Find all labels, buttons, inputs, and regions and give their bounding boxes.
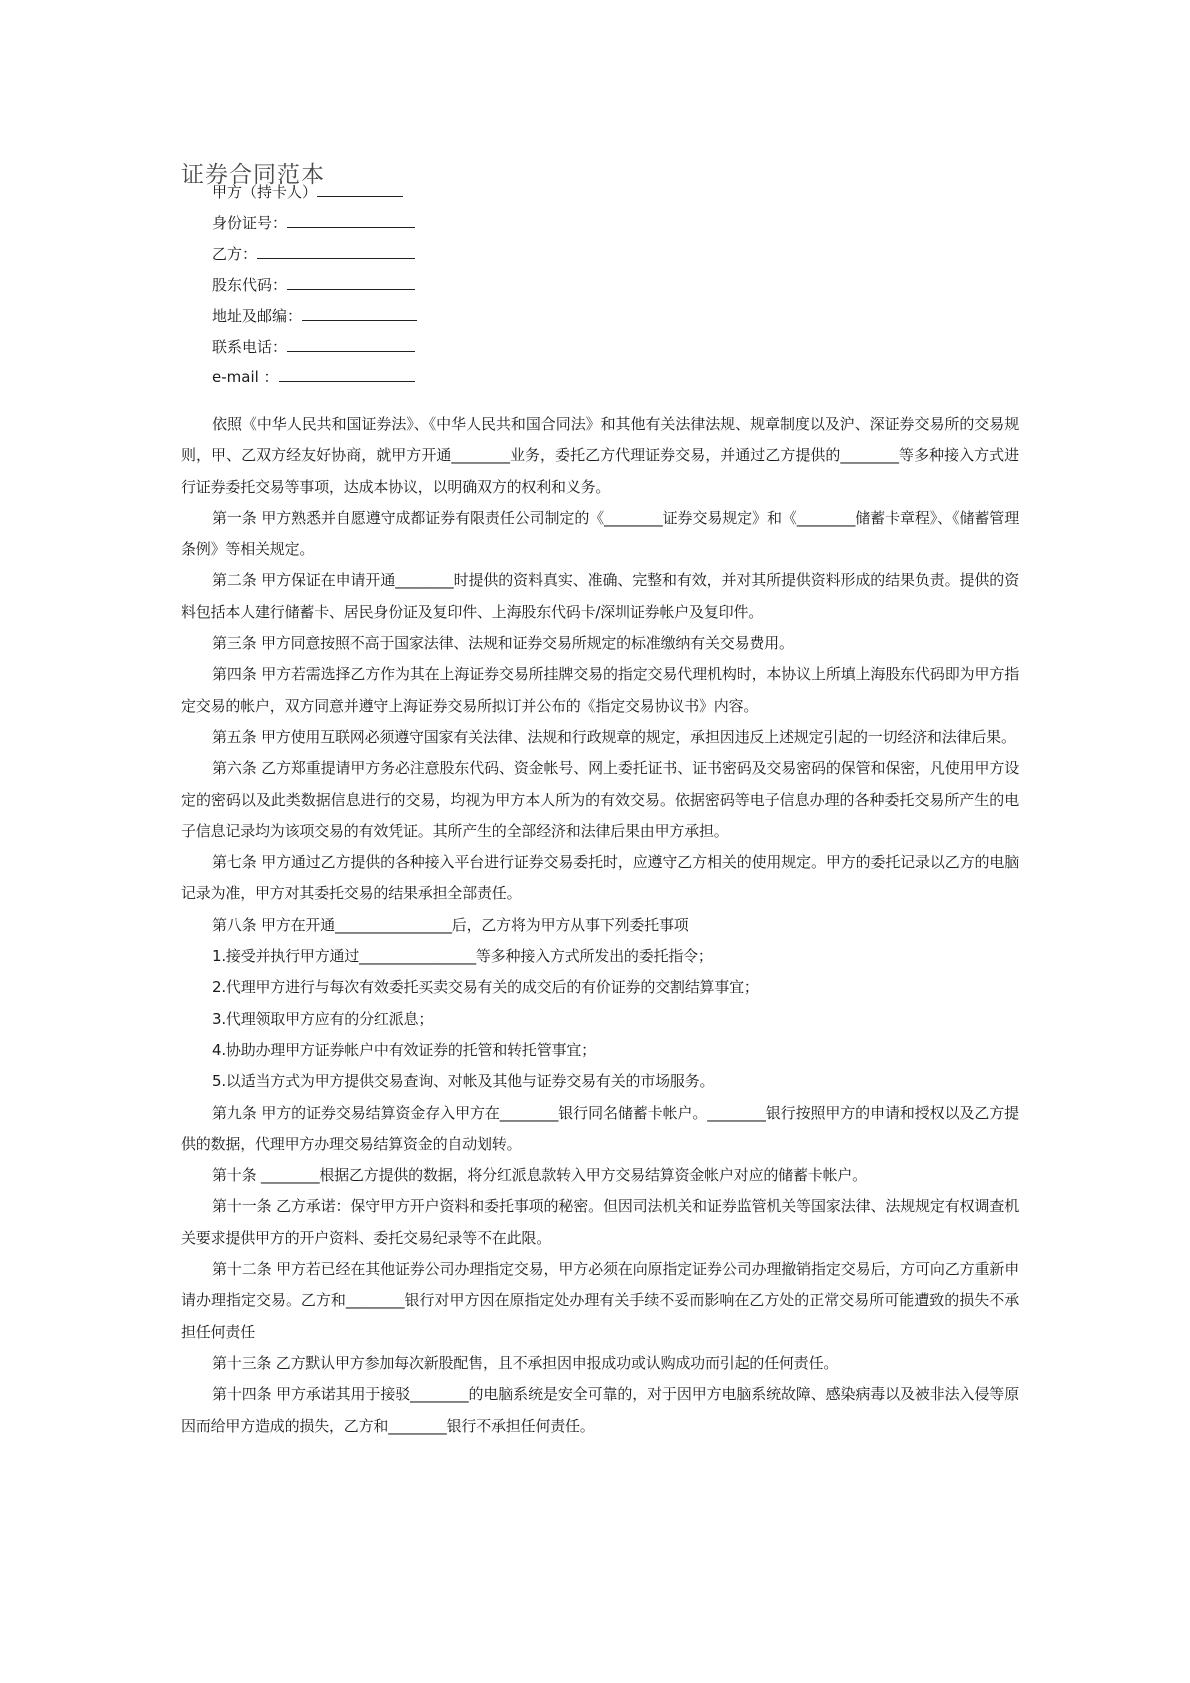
paragraph-article-7: 第七条 甲方通过乙方提供的各种接入平台进行证券交易委托时，应遵守乙方相关的使用规定。甲方的委托记录以乙方的电脑记录为准，甲方对其委托交易的结果承担全部责任。 [181,853,1019,903]
list-item-3: 3.代理领取甲方应有的分红派息； [212,1009,434,1028]
field-phone [212,336,415,357]
paragraph-article-8: 第八条 甲方在开通________________后，乙方将为甲方从事下列委托事项 [212,915,689,934]
blank-line [287,274,415,290]
paragraph-article-1: 第一条 甲方熟悉并自愿遵守成都证券有限责任公司制定的《________证券交易规定》和《________储蓄卡章程》、《储蓄管理条例》等相关规定。 [181,508,1019,559]
field-label: e-mail ： [212,368,279,386]
blank-line [317,181,403,197]
paragraph-article-4: 第四条 甲方若需选择乙方作为其在上海证券交易所挂牌交易的指定交易代理机构时，本协议上所填上海股东代码即为甲方指定交易的帐户，双方同意并遵守上海证券交易所拟订并公布的《指定交易协议书》内容。 [181,665,1019,715]
field-label: 地址及邮编： [212,307,303,325]
field-label: 身份证号： [212,214,288,232]
field-party-b [212,243,415,264]
blank-line [287,212,415,228]
paragraph-article-5: 第五条 甲方使用互联网必须遵守国家有关法律、法规和行政规章的规定，承担因违反上述规定引起的一切经济和法律后果。 [212,727,1016,746]
paragraph-article-6: 第六条 乙方郑重提请甲方务必注意股东代码、资金帐号、网上委托证书、证书密码及交易密码的保管和保密，凡使用甲方设定的密码以及此类数据信息进行的交易，均视为甲方本人所为的有效交易。依据密码等电子信息办理的各种委托交易所产生的电子信息记录均为该项交易的有效凭证。其所产生的全部经济和法律后果由甲方承担。 [181,759,1019,840]
paragraph-article-9: 第九条 甲方的证券交易结算资金存入甲方在________银行同名储蓄卡帐户。________银行按照甲方的申请和授权以及乙方提供的数据，代理甲方办理交易结算资金的自动划转。 [181,1103,1019,1153]
field-label: 联系电话： [212,338,288,356]
blank-line [302,305,417,321]
paragraph-article-12: 第十二条 甲方若已经在其他证券公司办理指定交易，甲方必须在向原指定证券公司办理撤销指定交易后，方可向乙方重新申请办理指定交易。乙方和________银行对甲方因在原指定处办理有关手续不妥而影响在乙方处的正常交易所可能遭致的损失不承担任何责任 [181,1260,1019,1341]
paragraph-article-11: 第十一条 乙方承诺：保守甲方开户资料和委托事项的秘密。但因司法机关和证券监管机关等国家法律、法规规定有权调查机关要求提供甲方的开户资料、委托交易纪录等不在此限。 [181,1197,1019,1247]
paragraph-article-13: 第十三条 乙方默认甲方参加每次新股配售，且不承担因申报成功或认购成功而引起的任何责任。 [212,1353,839,1372]
list-item-2: 2.代理甲方进行与每次有效委托买卖交易有关的成交后的有价证券的交割结算事宜； [212,978,759,997]
field-label: 乙方： [212,245,258,263]
blank-line [279,366,415,382]
list-item-5: 5.以适当方式为甲方提供交易查询、对帐及其他与证券交易有关的市场服务。 [212,1072,715,1091]
field-address [212,305,417,326]
paragraph-article-2: 第二条 甲方保证在申请开通________时提供的资料真实、准确、完整和有效，并对其所提供资料形成的结果负责。提供的资料包括本人建行储蓄卡、居民身份证及复印件、上海股东代码卡/深圳证券帐户及复印件。 [181,571,1019,621]
list-item-1: 1.接受并执行甲方通过________________等多种接入方式所发出的委托指令； [212,947,713,966]
document-title: 证券合同范本 [181,162,325,188]
contract-body [181,409,1019,1442]
field-label: 股东代码： [212,276,288,294]
list-item-4: 4.协助办理甲方证券帐户中有效证券的托管和转托管事宜； [212,1040,596,1059]
field-party-a [212,181,403,202]
paragraph-preamble: 依照《中华人民共和国证券法》、《中华人民共和国合同法》和其他有关法律法规、规章制度以及沪、深证券交易所的交易规则，甲、乙双方经友好协商，就甲方开通________业务，委托乙方代理证券交易，并通过乙方提供的________等多种接入方式进行证券委托交易等事项，达成本协议，以明确双方的权利和义务。 [181,415,1019,496]
paragraph-article-10: 第十条 ________根据乙方提供的数据，将分红派息款转入甲方交易结算资金帐户对应的储蓄卡帐户。 [212,1166,867,1185]
field-label: 甲方（持卡人） [212,183,318,201]
paragraph-article-14: 第十四条 甲方承诺其用于接驳________的电脑系统是安全可靠的，对于因甲方电脑系统故障、感染病毒以及被非法入侵等原因而给甲方造成的损失，乙方和________银行不承担任何责任。 [181,1385,1019,1435]
blank-line [287,336,415,352]
blank-line [257,243,415,259]
paragraph-article-3: 第三条 甲方同意按照不高于国家法律、法规和证券交易所规定的标准缴纳有关交易费用。 [212,634,794,653]
field-shareholder-code [212,274,415,295]
field-id-number [212,212,415,233]
field-email [212,366,415,387]
